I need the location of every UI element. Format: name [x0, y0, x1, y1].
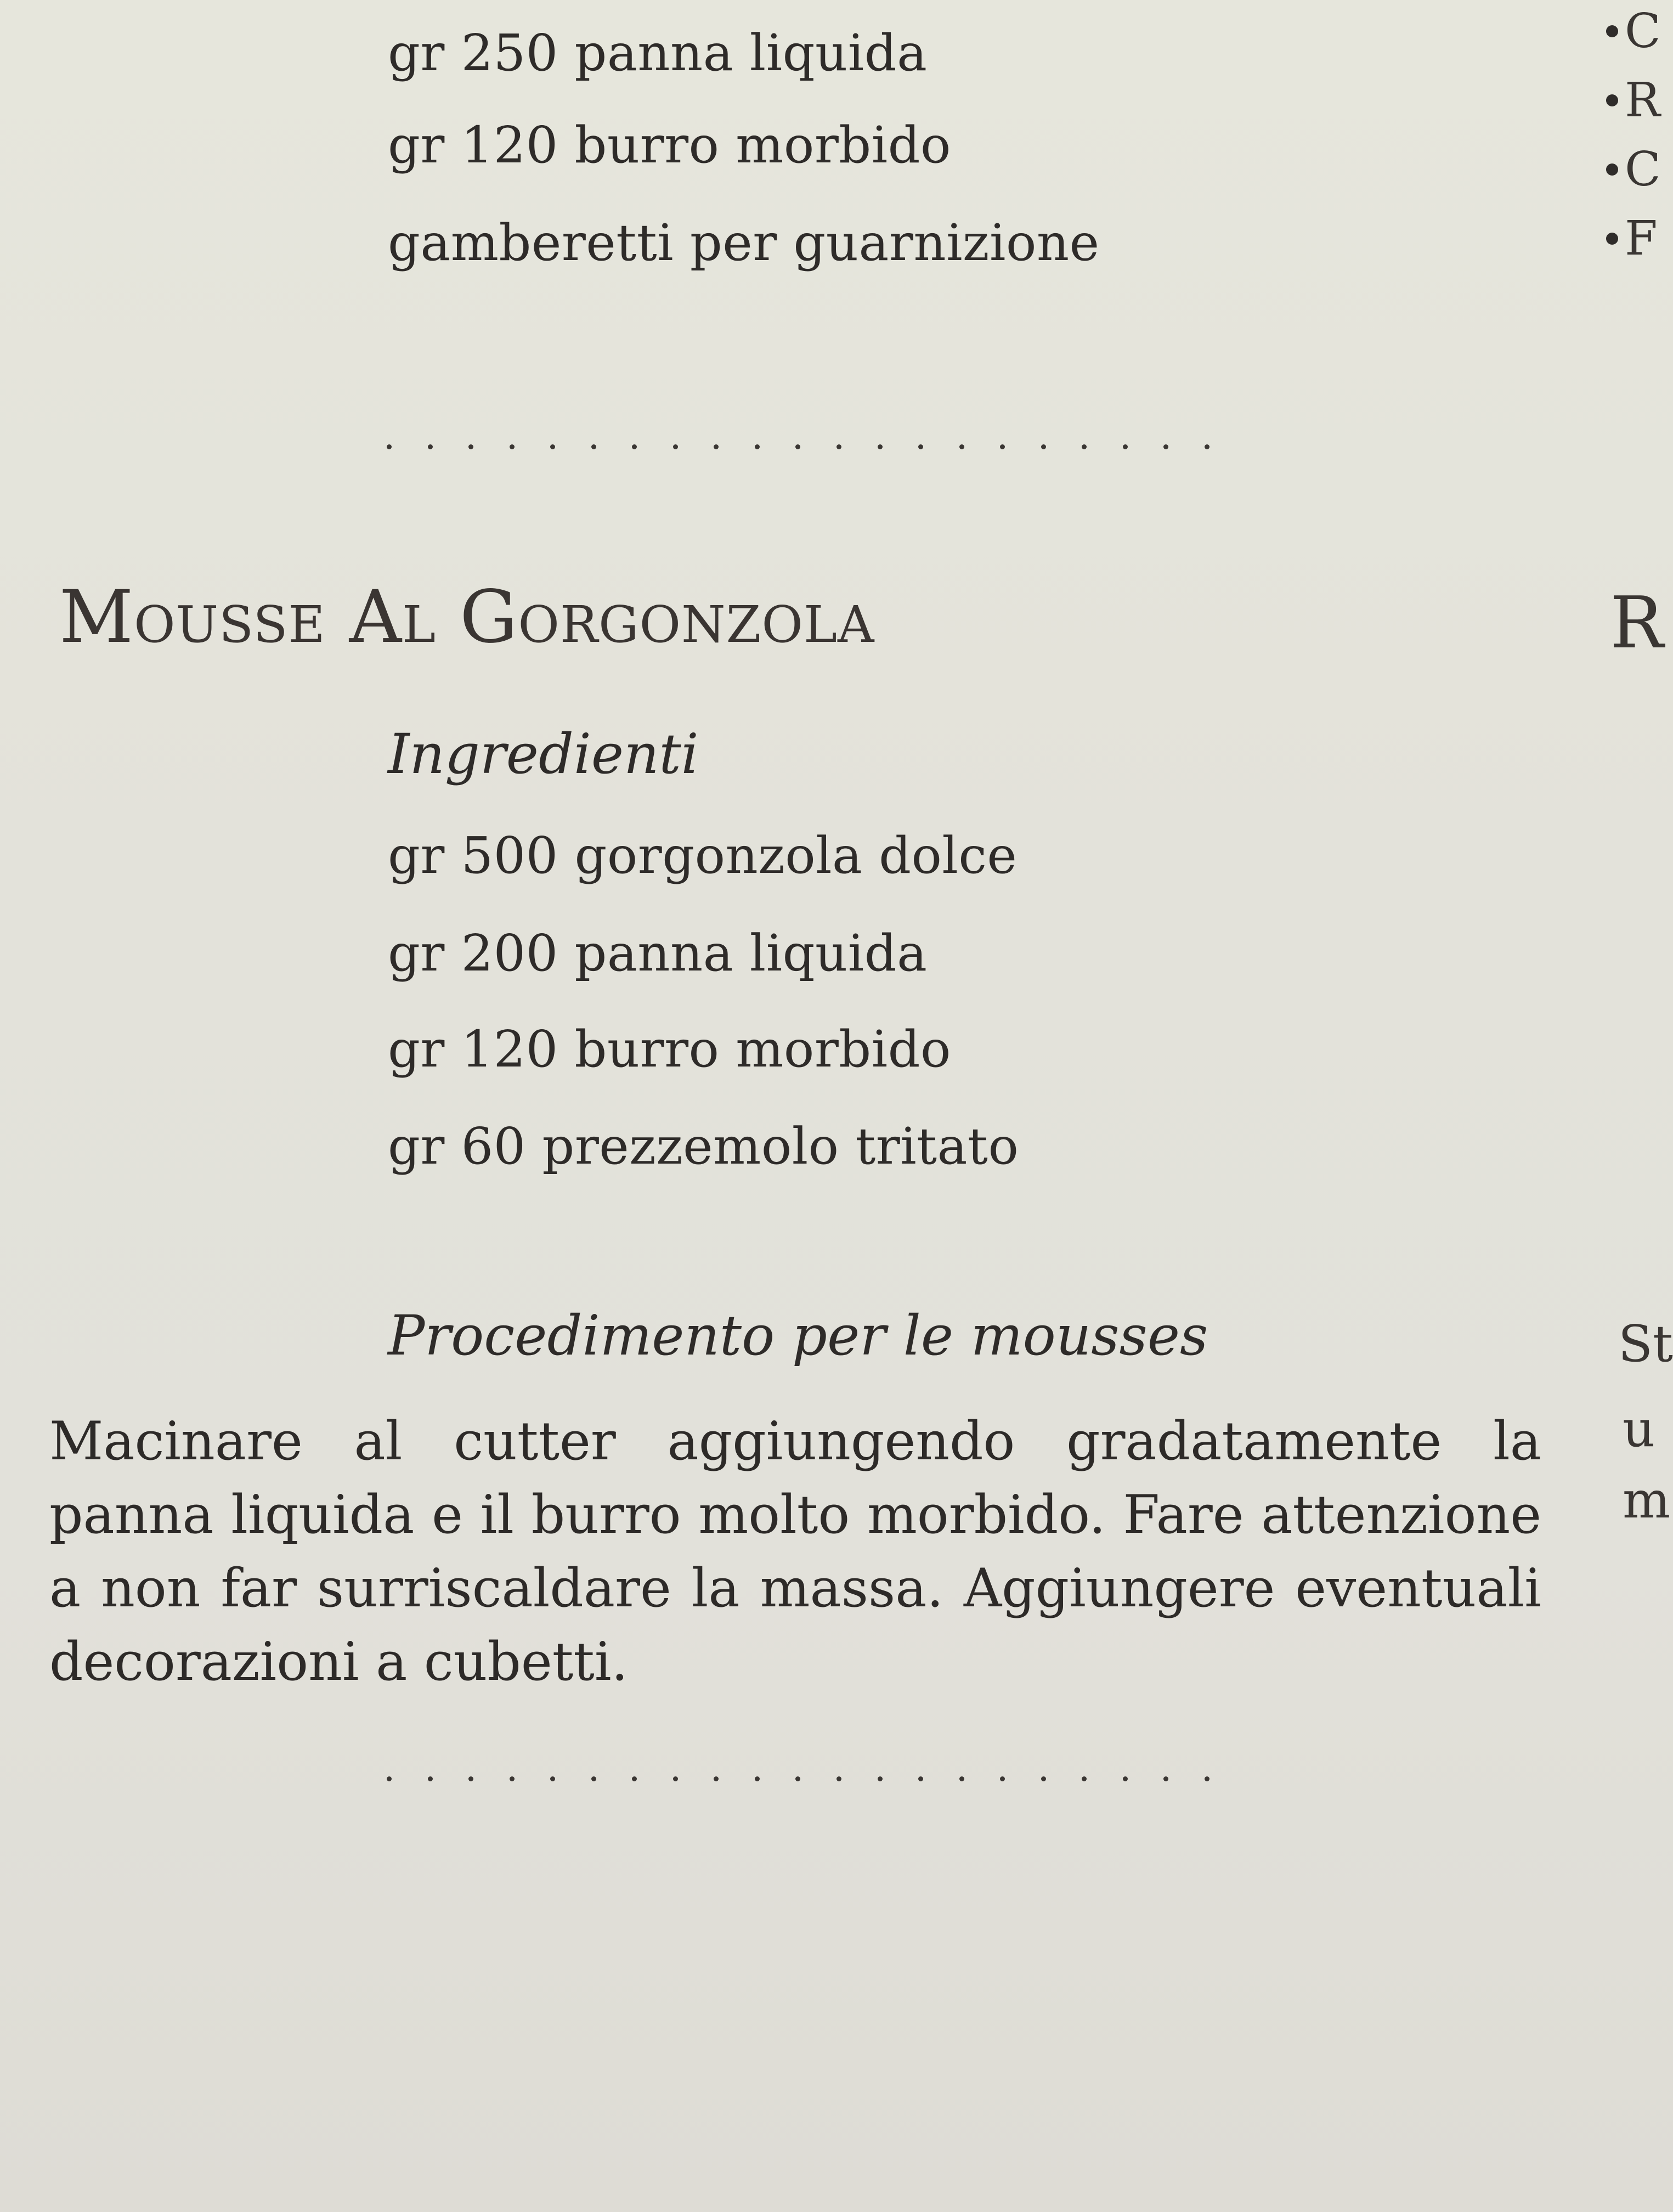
cropped-text-fragment: m	[1623, 1471, 1671, 1530]
cropped-bullet-item: C	[1606, 139, 1661, 200]
cropped-bullet-item: R	[1606, 70, 1660, 131]
ingredients-heading: Ingredienti	[388, 722, 699, 786]
ingredient-item: gr 60 prezzemolo tritato	[388, 1117, 1019, 1176]
bullet-icon	[1606, 233, 1618, 245]
dotted-divider	[387, 444, 1209, 450]
cropped-text-fragment: u	[1623, 1400, 1655, 1458]
cropped-title-fragment: R	[1610, 581, 1664, 664]
cropped-text-fragment: St	[1618, 1314, 1673, 1373]
previous-ingredient: gr 120 burro morbido	[388, 116, 951, 174]
bullet-icon	[1606, 25, 1618, 37]
ingredient-item: gr 200 panna liquida	[388, 924, 928, 983]
recipe-title: Mousse Al Gorgonzola	[59, 575, 875, 659]
bullet-icon	[1606, 94, 1618, 106]
ingredient-item: gr 120 burro morbido	[388, 1020, 951, 1079]
procedure-text: Macinare al cutter aggiungendo gradatamente la panna liquida e il burro molto morbido. Fare attenzione a non far surriscaldare la massa. Aggiungere eventuali decorazioni a cubetti.	[49, 1410, 1541, 1692]
previous-ingredient: gr 250 panna liquida	[388, 24, 928, 82]
ingredient-item: gr 500 gorgonzola dolce	[388, 826, 1018, 885]
bullet-icon	[1606, 163, 1618, 176]
cropped-bullet-item: F	[1606, 208, 1658, 269]
cropped-bullet-item: C	[1606, 1, 1661, 61]
procedure-heading: Procedimento per le mousses	[388, 1304, 1208, 1368]
previous-ingredient: gamberetti per guarnizione	[388, 213, 1100, 272]
dotted-divider	[387, 1776, 1209, 1782]
